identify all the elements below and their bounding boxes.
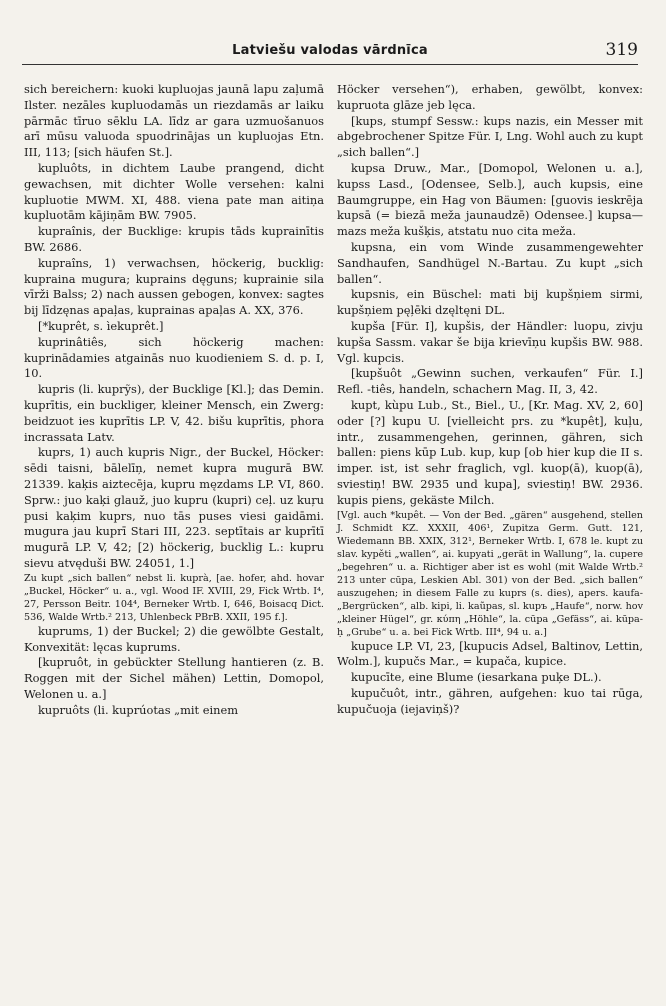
dictionary-entry: kupuce LP. VI, 23, [kupucis Adsel, Baltinov, Lettin, Wolm.], kupučs Mar., = kupača, kupice. bbox=[337, 638, 643, 669]
dictionary-entry: [kups, stumpf Sessw.: kups nazis, ein Messer mit abgebrochener Spitze Für. I, Lng. Wohl auch zu kupt „sich ballen“.] bbox=[337, 113, 643, 160]
dictionary-entry: kupris (li. kuprỹs), der Bucklige [Kl.]; das Demin. kuprītis, ein buckliger, kleiner Mensch, ein Zwerg: beidzuot ies kuprītis LP. V, 42. bišu kuprītis, phora incrassata Latv. bbox=[24, 382, 324, 444]
dictionary-entry: kupraînis, der Bucklige: krupis tāds kuprainītis BW. 2686. bbox=[24, 224, 324, 254]
dictionary-entry: kupučuôt, intr., gähren, aufgehen: kuo tai rūga, kupučuoja (iejaviņš)? bbox=[337, 685, 643, 716]
dictionary-entry: kupša [Für. I], kupšis, der Händler: luopu, zivju kupša Sassm. vakar še bija krievīņu kupšis BW. 988. Vgl. kupcis. bbox=[337, 318, 643, 365]
dictionary-entry: kupraîns, 1) verwachsen, höckerig, bucklig: kupraina mugura; kuprains dęguns; kuprainie sila vīrži Balss; 2) nach aussen gebogen, konvex: sagtes bij līdzęnas apaļas, kuprainas apaļas A. XX, 376. bbox=[24, 255, 324, 318]
left-column bbox=[24, 82, 324, 718]
dictionary-entry: kupt, kùpu Lub., St., Biel., U., [Kr. Mag. XV, 2, 60] oder [?] kupu U. [vielleicht prs. zu *kupêt], kuļu, intr., zusammengehen, gerinnen, gähren, sich ballen: piens kūp Lub. kup, kup [ob hier kup die II s. imper. ist, ist sehr fraglich, vgl. kuop(ā), kuop(ā), sviestiņ! BW. 2935 und kupa], sviestiņ! BW. 2936. kupis piens, gekäste Milch. bbox=[337, 397, 643, 507]
dictionary-entry: kupsna, ein vom Winde zusammengewehter Sandhaufen, Sandhügel N.-Bartau. Zu kupt „sich ballen“. bbox=[337, 239, 643, 286]
dictionary-entry: sich bereichern: kuoki kupluojas jaunā lapu zaļumā Ilster. nezāles kupluodamās un riezdamās ar laiku pārmāc tīruo sēklu LA. līdz ar gara uzmuošanuos arī mūsu valuoda spuodrinājas un kupluojas Etn. III, 113; [sich häufen St.]. bbox=[24, 82, 324, 160]
dictionary-entry: [kupruôt, in gebückter Stellung hantieren (z. B. Roggen mit der Sichel mähen) Lettin, Domopol, Welonen u. a.] bbox=[24, 655, 324, 701]
dictionary-entry: kupluôts, in dichtem Laube prangend, dicht gewachsen, mit dichter Wolle versehen: kalni kupluotie MWM. XI, 488. viena pate man aitiņa kupluotām kājiņām BW. 7905. bbox=[24, 160, 324, 223]
dictionary-entry: kupruôts (li. kuprúotas „mit einem bbox=[38, 702, 238, 717]
dictionary-entry: kuprs, 1) auch kupris Nigr., der Buckel, Höcker: sēdi taisni, bālelīņ, nemet kupra mugurā BW. 21339. kaķis aiztecēja, kupru męzdams LP. VI, 860. Sprw.: juo kaķi glauž, juo kupru (kupri) ceļ. uz kuŗu pusi kaķim kuprs, nuo tās puses viesi gaidāmi. mugura jau kuprī Stari III, 223. septītais ar kuprītī mugurā LP. V, 42; [2) höckerig, bucklig L.: kupru sievu atvęduši BW. 24051, 1.] bbox=[24, 445, 324, 570]
running-title: Latviešu valodas vārdnīca bbox=[232, 43, 428, 58]
dictionary-entry: [Vgl. auch *kupêt. — Von der Bed. „gären“ ausgehend, stellen J. Schmidt KZ. XXXII, 406¹, Zupitza Germ. Gutt. 121, Wiedemann BB. XXIX, 312¹, Berneker Wrtb. I, 678 le. kupt zu slav. kypěti „wallen“, ai. kupyati „gerät in Wallung“, la. cupere „begehren“ u. a. Richtiger aber ist es wohl (mit Walde Wrtb.² 213 unter cūpa, Leskien Abl. 301) von der Bed. „sich ballen“ auszugehen; in diesem Falle zu kuprs (s. dies), apers. kaufa- „Bergrücken“, alb. kipi, li. kaũpas, sl. kupъ „Haufe“, norw. hov „kleiner Hügel“, gr. κύπη „Höhle“, la. cūpa „Gefäss“, ai. kūpa-ḥ „Grube“ u. a. bei Fick Wrtb. III⁴, 94 u. a.] bbox=[337, 509, 643, 638]
dictionary-entry: [kupšuôt „Gewinn suchen, verkaufen“ Für. I.] Refl. -tiês, handeln, schachern Mag. II, 3, 42. bbox=[337, 366, 643, 397]
dictionary-entry: Zu kupt „sich ballen“ nebst li. kuprà, [ae. hofer, ahd. hovar „Buckel, Höcker“ u. a., vgl. Wood IF. XVIII, 29, Fick Wrtb. I⁴, 27, Persson Beitr. 104⁴, Berneker Wrtb. I, 646, Boisacq Dict. 536, Walde Wrtb.² 213, Uhlenbeck PBrB. XXII, 195 f.]. bbox=[24, 572, 324, 623]
dictionary-entry: kupucīte, eine Blume (iesarkana puķe DL.). bbox=[351, 670, 602, 685]
dictionary-entry: [*kuprêt, s. ìekuprêt.] bbox=[38, 318, 164, 333]
dictionary-entry: kuprums, 1) der Buckel; 2) die gewölbte Gestalt, Konvexität: lęcas kuprums. bbox=[24, 623, 324, 654]
dictionary-entry: kuprinâtiês, sich höckerig machen: kuprinādamies atgainās nuo kuodieniem S. d. p. I, 10. bbox=[24, 334, 324, 381]
dictionary-entry: kupsnis, ein Büschel: mati bij kupšņiem sirmi, kupšņiem pęļēki dzęltęni DL. bbox=[337, 287, 643, 318]
right-column bbox=[337, 82, 643, 718]
dictionary-entry: Höcker versehen“), erhaben, gewölbt, konvex: kupruota glāze jeb lęca. bbox=[337, 82, 643, 112]
page-number: 319 bbox=[605, 40, 638, 60]
page-header bbox=[22, 40, 638, 65]
dictionary-entry: kupsa Druw., Mar., [Domopol, Welonen u. a.], kupss Lasd., [Odensee, Selb.], auch kupsis, eine Baumgruppe, ein Hag von Bäumen: [guovis ieskrēja kupsā (= biezā meža jaunaudzē) Odensee.] kupsa—mazs meža kušķis, atstatu nuo cita meža. bbox=[337, 160, 643, 239]
